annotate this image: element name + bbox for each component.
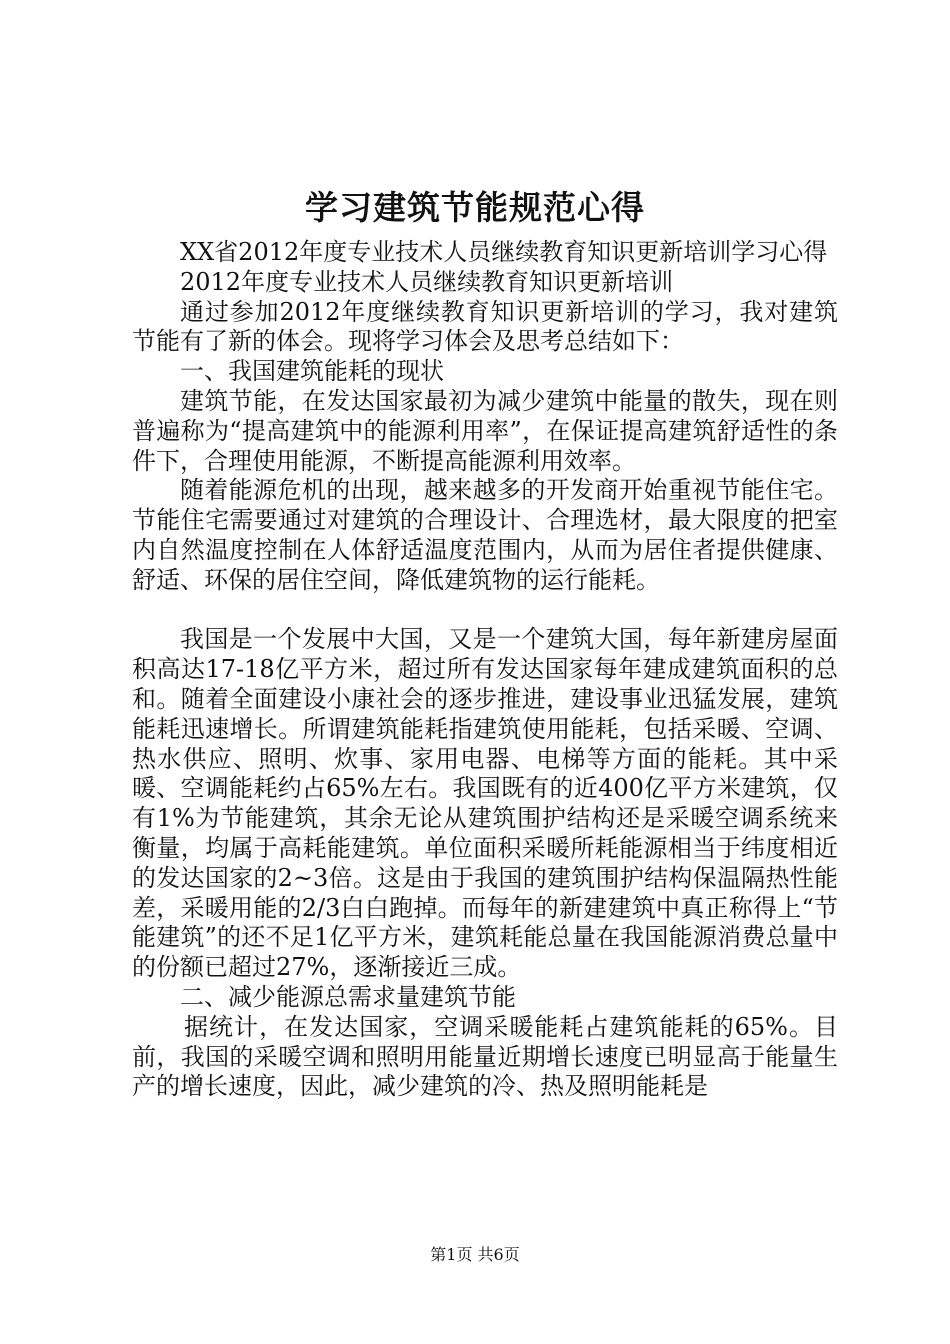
document-body xyxy=(132,238,838,1102)
paragraph-training-title: XX省2012年度专业技术人员继续教育知识更新培训学习心得 xyxy=(180,238,828,266)
paragraph-statistics: 据统计，在发达国家，空调采暖能耗占建筑能耗的65%。目前，我国的采暖空调和照明用能量近期增长速度已明显高于能量生产的增长速度，因此，减少建筑的冷、热及照明能耗是 xyxy=(132,1012,838,1101)
document-title: 学习建筑节能规范心得 xyxy=(305,188,645,227)
section-heading-1: 一、我国建筑能耗的现状 xyxy=(180,357,444,386)
paragraph-china-status: 我国是一个发展中大国，又是一个建筑大国，每年新建房屋面积高达17-18亿平方米，超过所有发达国家每年建成建筑面积的总和。随着全面建设小康社会的逐步推进，建设事业迅猛发展，建筑能耗迅速增长。所谓建筑能耗指建筑使用能耗，包括采暖、空调、热水供应、照明、炊事、家用电器、电梯等方面的能耗。其中采暖、空调能耗约占65%左右。我国既有的近400亿平方米建筑，仅有1%为节能建筑，其余无论从建筑围护结构还是采暖空调系统来衡量，均属于高耗能建筑。单位面积采暖所耗能源相当于纬度相近的发达国家的2~3倍。这是由于我国的建筑围护结构保温隔热性能差，采暖用能的2/3白白跑掉。而每年的新建建筑中真正称得上“节能建筑”的还不足1亿平方米，建筑耗能总量在我国能源消费总量中的份额已超过27%，逐渐接近三成。 xyxy=(132,625,838,982)
paragraph-energy-crisis: 随着能源危机的出现，越来越多的开发商开始重视节能住宅。节能住宅需要通过对建筑的合理设计、合理选材，最大限度的把室内自然温度控制在人体舒适温度范围内，从而为居住者提供健康、舒适、环保的居住空间，降低建筑物的运行能耗。 xyxy=(132,476,838,594)
paragraph-training-subtitle: 2012年度专业技术人员继续教育知识更新培训 xyxy=(180,267,674,296)
page-footer: 第1页 共6页 xyxy=(430,1245,520,1264)
paragraph-definition: 建筑节能，在发达国家最初为减少建筑中能量的散失，现在则普遍称为“提高建筑中的能源利用率”，在保证提高建筑舒适性的条件下，合理使用能源，不断提高能源利用效率。 xyxy=(132,386,838,475)
paragraph-intro: 通过参加2012年度继续教育知识更新培训的学习，我对建筑节能有了新的体会。现将学习体会及思考总结如下： xyxy=(132,297,838,356)
section-heading-2: 二、减少能源总需求量建筑节能 xyxy=(180,982,516,1011)
